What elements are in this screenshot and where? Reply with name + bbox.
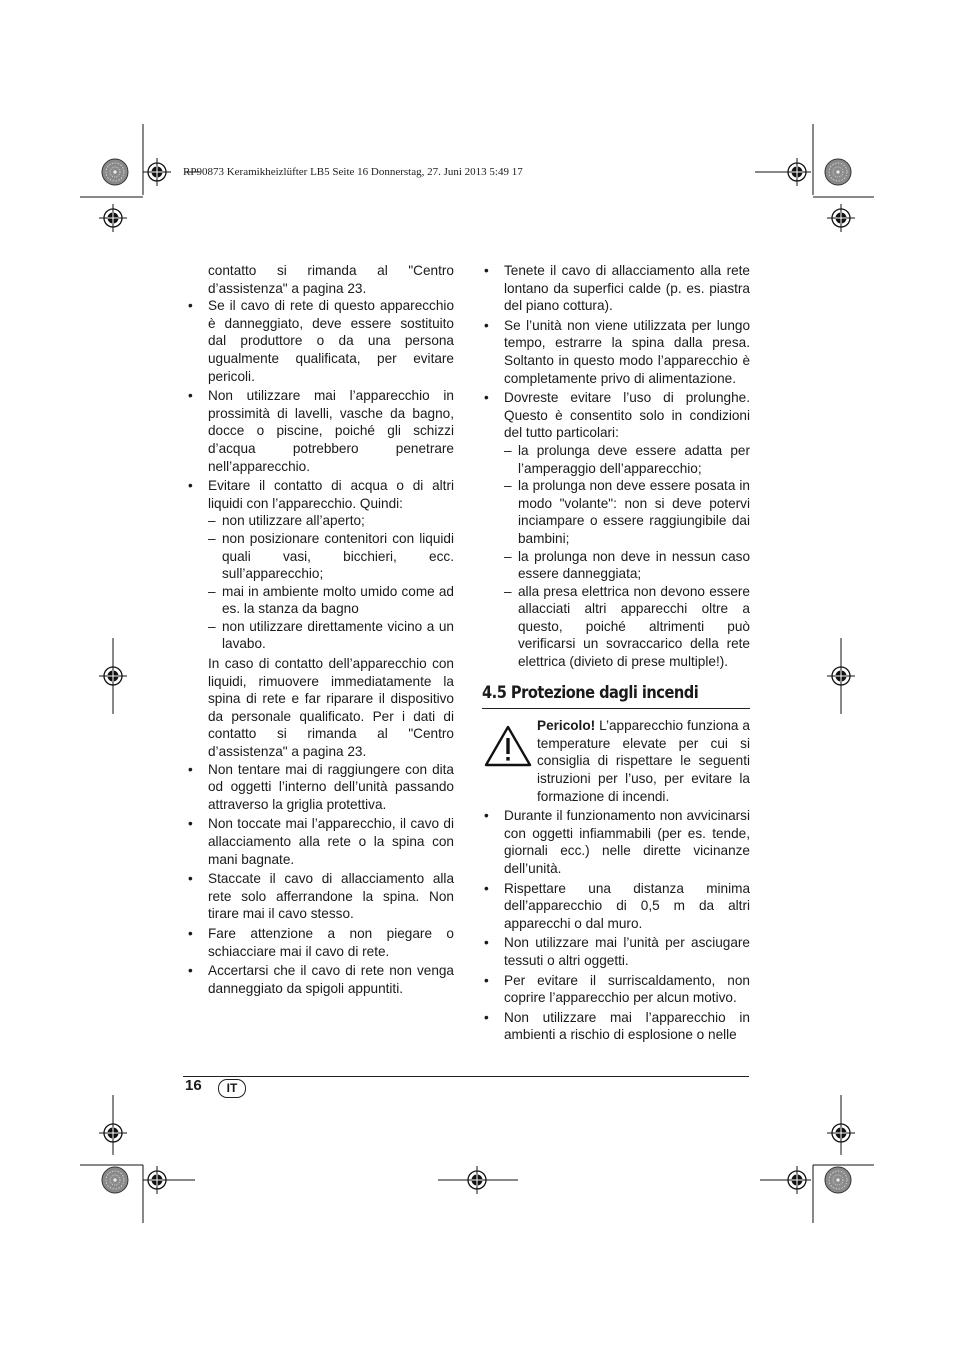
sub-item: – la prolunga non deve in nessun caso essere danneggiata; bbox=[504, 548, 750, 583]
list-item: • Se il cavo di rete di questo apparecchio è danneggiato, deve essere sostituito dal produttore o da una persona ugualmente qualificata, per evitare pericoli. bbox=[186, 297, 454, 385]
list-item: • Rispettare una distanza minima dell’apparecchio di 0,5 m da altri apparecchi o dal muro. bbox=[482, 880, 750, 933]
list-item: • Fare attenzione a non piegare o schiacciare mai il cavo di rete. bbox=[186, 925, 454, 960]
registration-mark-icon bbox=[99, 204, 127, 232]
registration-mark-icon bbox=[99, 1119, 127, 1147]
registration-mark-icon bbox=[827, 662, 855, 690]
list-item: • Durante il funzionamento non avvicinarsi con oggetti infiammabili (per es. tende, giornali ecc.) nelle dirette vicinanze dell’unità. bbox=[482, 807, 750, 877]
list-item: • Non utilizzare mai l’unità per asciugare tessuti o altri oggetti. bbox=[482, 934, 750, 969]
registration-mark-icon bbox=[143, 158, 171, 186]
page-number: 16 bbox=[185, 1077, 202, 1094]
warning-text: L’apparecchio funziona a temperature elevate per cui si consiglia di rispettare le seguenti istruzioni per l’uso, per evitare la formazione di incendi. bbox=[537, 718, 750, 804]
color-target-icon bbox=[102, 1167, 128, 1193]
list-item: • Accertarsi che il cavo di rete non venga danneggiato da spigoli appuntiti. bbox=[186, 962, 454, 997]
warning-label: Pericolo! bbox=[537, 718, 596, 734]
continued-text: contatto si rimanda al "Centro d’assistenza" a pagina 23. bbox=[208, 263, 454, 296]
list-item: • Staccate il cavo di allacciamento alla rete solo afferrandone la spina. Non tirare mai il cavo stesso. bbox=[186, 870, 454, 923]
registration-mark-icon bbox=[827, 204, 855, 232]
list-item: • Per evitare il surriscaldamento, non coprire l’apparecchio per alcun motivo. bbox=[482, 972, 750, 1007]
list-item: • Non utilizzare mai l’apparecchio in prossimità di lavelli, vasche da bagno, docce o piscine, poiché gli schizzi d’acqua potrebbero penetrare nell’apparecchio. bbox=[186, 387, 454, 475]
sub-item: – alla presa elettrica non devono essere allacciati altri apparecchi oltre a questo, poiché altrimenti può verificarsi un sovraccarico della rete elettrica (divieto di prese multiple!). bbox=[504, 583, 750, 671]
color-target-icon bbox=[825, 1167, 851, 1193]
list-item: • Non tentare mai di raggiungere con dita od oggetti l’interno dell’unità passando attraverso la griglia protettiva. bbox=[186, 761, 454, 814]
sub-item: – la prolunga deve essere adatta per l’amperaggio dell’apparecchio; bbox=[504, 442, 750, 477]
list-item: • Tenete il cavo di allacciamento alla rete lontano da superfici calde (p. es. piastra del piano cottura). bbox=[482, 262, 750, 315]
registration-mark-icon bbox=[783, 1166, 811, 1194]
sub-item: – non utilizzare direttamente vicino a un lavabo. bbox=[208, 618, 454, 653]
color-target-icon bbox=[825, 159, 851, 185]
list-item-text: • Dovreste evitare l’uso di prolunghe. Questo è consentito solo in condizioni del tutto particolari: bbox=[504, 390, 750, 441]
list-item: • Non toccate mai l’apparecchio, il cavo di allacciamento alla rete o la spina con mani bagnate. bbox=[186, 815, 454, 868]
registration-mark-icon bbox=[99, 662, 127, 690]
section-heading: 4.5 Protezione dagli incendi bbox=[482, 682, 699, 703]
sub-item: – mai in ambiente molto umido come ad es. la stanza da bagno bbox=[208, 583, 454, 618]
print-header: RP90873 Keramikheizlüfter LB5 Seite 16 Donnerstag, 27. Juni 2013 5:49 17 bbox=[183, 166, 523, 178]
sub-item: – la prolunga non deve essere posata in modo "volante": non si deve potervi inciampare o essere raggiungibile dai bambini; bbox=[504, 477, 750, 547]
list-item: • Se l’unità non viene utilizzata per lungo tempo, estrarre la spina dalla presa. Soltanto in questo modo l’apparecchio è completamente privo di alimentazione. bbox=[482, 317, 750, 387]
paragraph: In caso di contatto dell’apparecchio con liquidi, rimuovere immediatamente la spina di rete e far riparare il dispositivo da personale qualificato. Per i dati di contatto si rimanda al "Centro d’assistenza" a pagina 23. bbox=[208, 656, 454, 760]
list-item: • Non utilizzare mai l’apparecchio in ambienti a rischio di esplosione o nelle bbox=[482, 1009, 750, 1044]
language-badge: IT bbox=[218, 1079, 246, 1098]
registration-mark-icon bbox=[827, 1119, 855, 1147]
sub-item: – non posizionare contenitori con liquidi quali vasi, bicchieri, ecc. sull’apparecchio; bbox=[208, 530, 454, 583]
list-item-text: • Evitare il contatto di acqua o di altri liquidi con l’apparecchio. Quindi: bbox=[208, 478, 454, 511]
sub-item: – non utilizzare all’aperto; bbox=[208, 512, 454, 530]
registration-mark-icon bbox=[783, 158, 811, 186]
registration-mark-icon bbox=[143, 1166, 171, 1194]
color-target-icon bbox=[102, 159, 128, 185]
registration-mark-icon bbox=[463, 1166, 491, 1194]
